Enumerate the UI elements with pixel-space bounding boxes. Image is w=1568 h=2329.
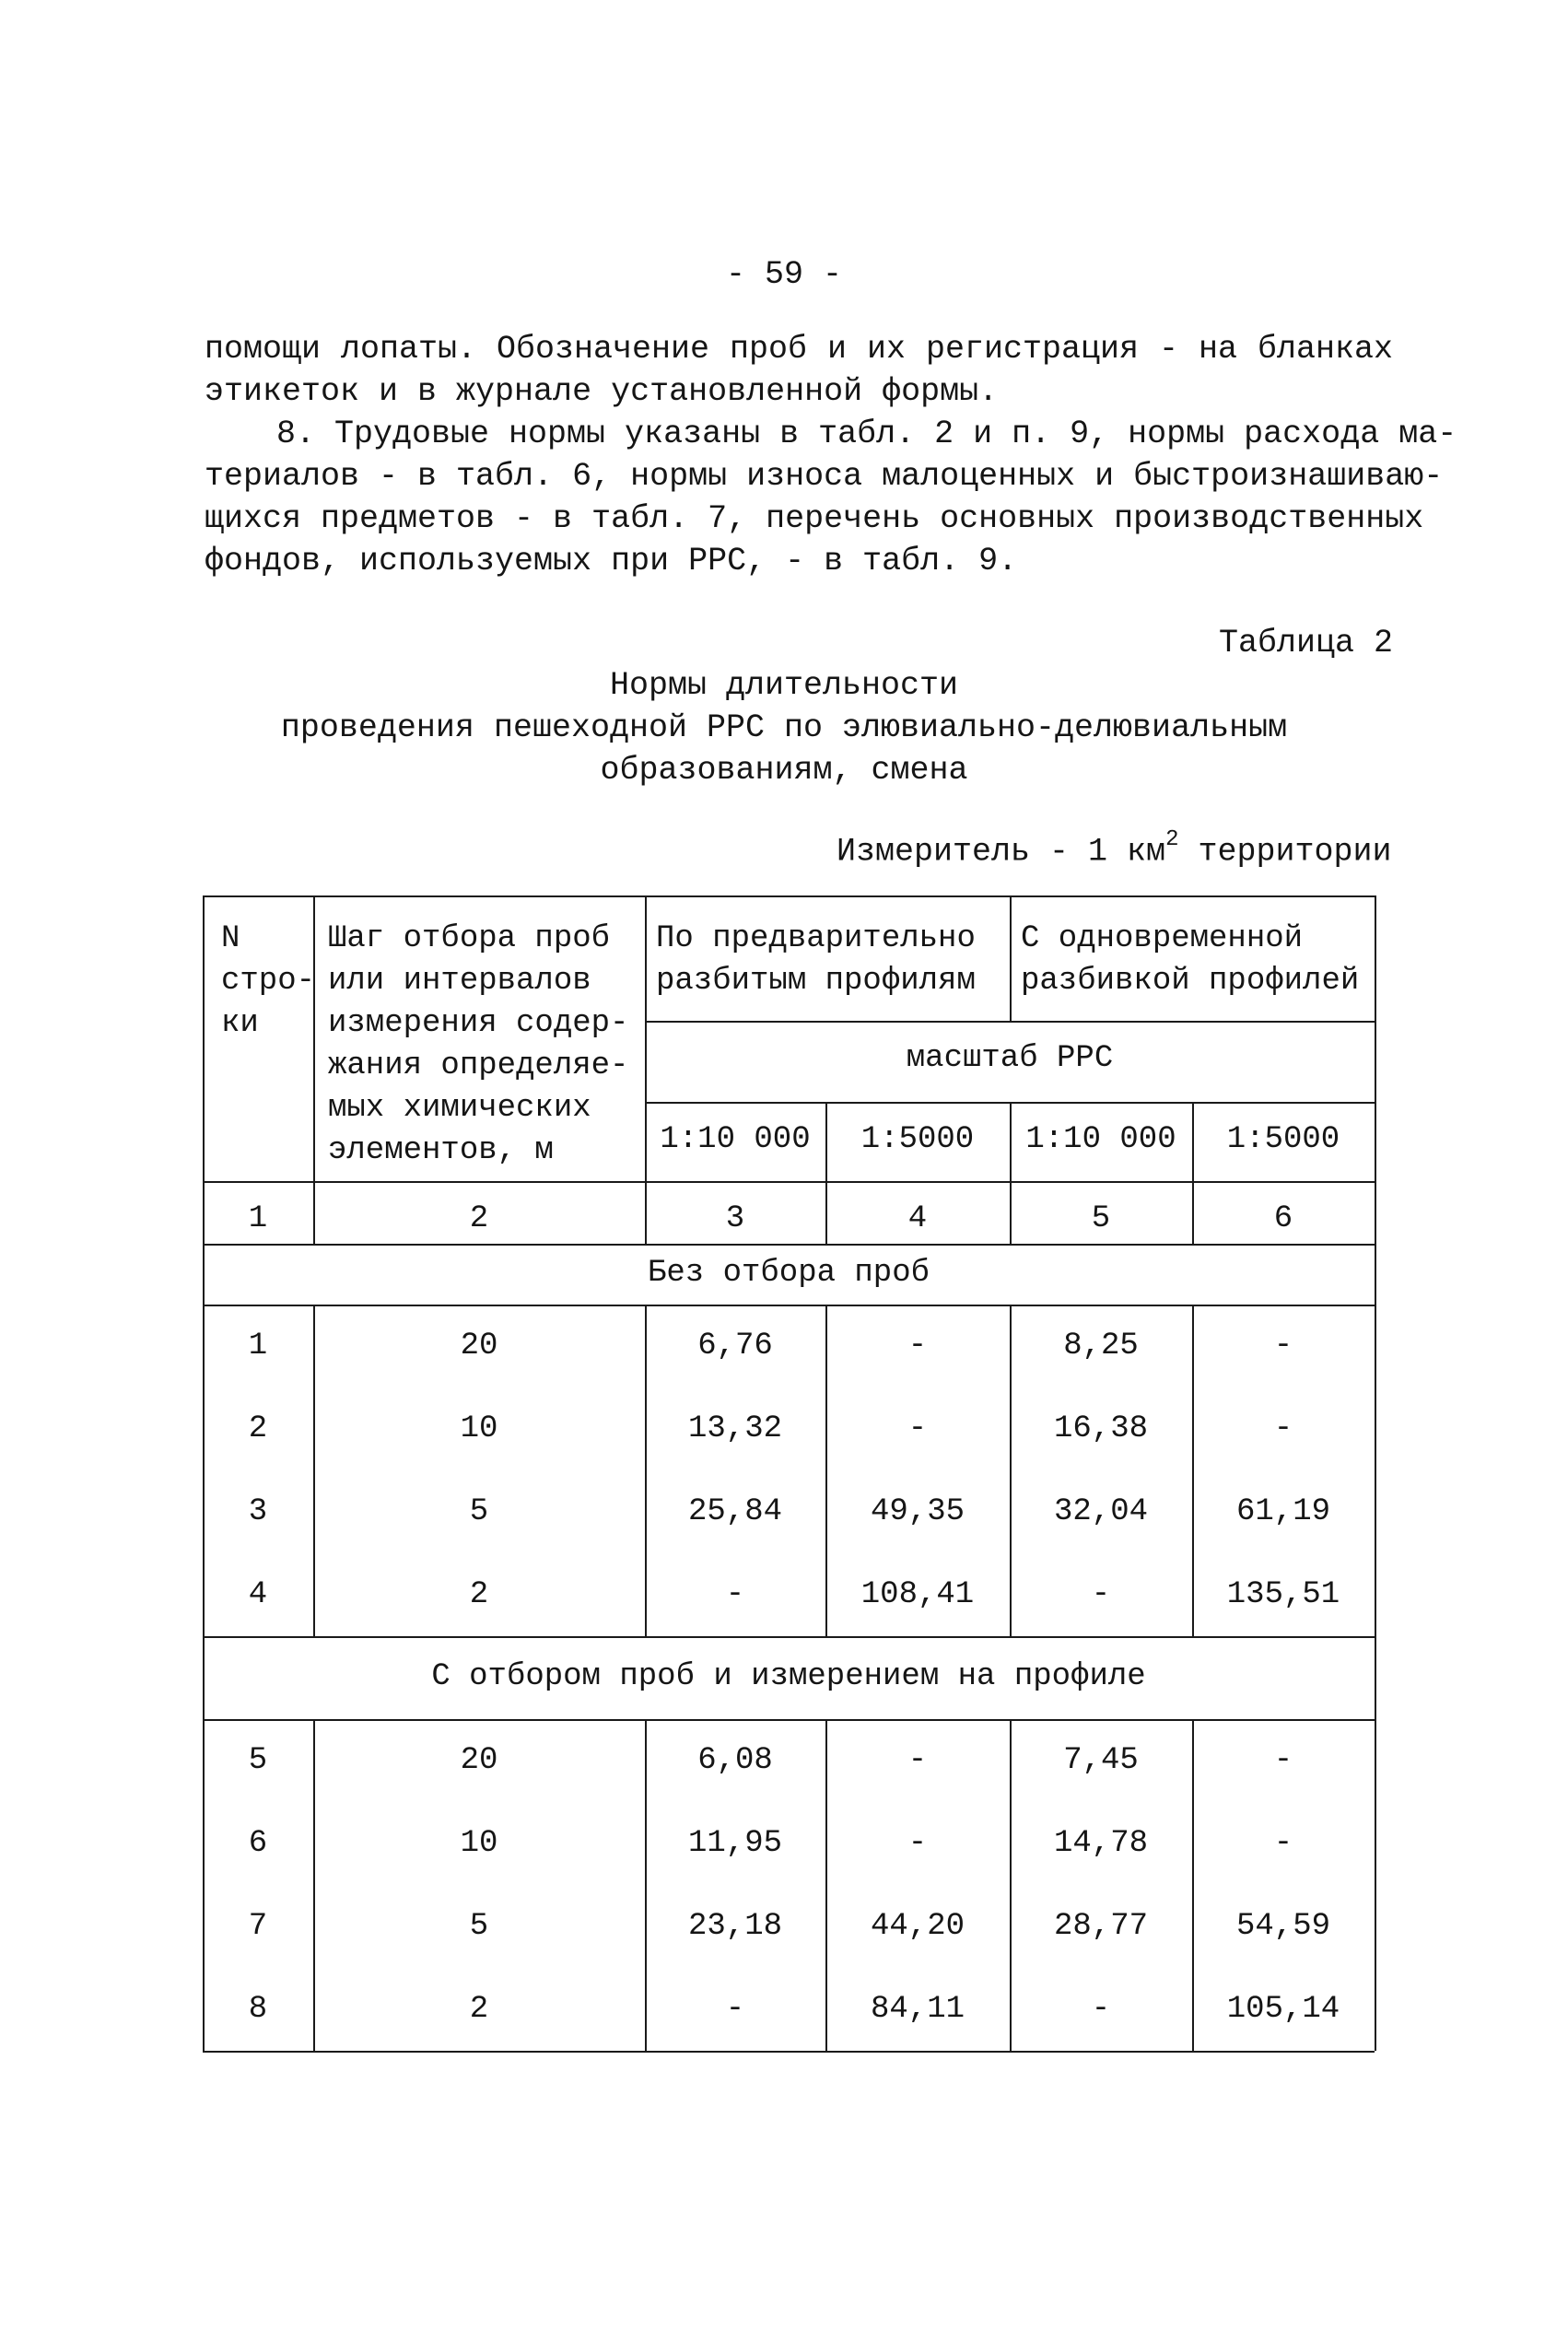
header-scale-value: 1:5000	[1226, 1122, 1340, 1157]
table-cell: 20	[460, 1328, 498, 1363]
header-group-preset-profiles: По предварительно	[656, 921, 976, 956]
table-cell: 13,32	[687, 1411, 783, 1446]
measurement-unit	[837, 827, 1392, 871]
table-cell: 16,38	[1053, 1411, 1149, 1446]
section-title: С отбором проб и измерением на профиле	[431, 1659, 1146, 1694]
page-number: - 59 -	[725, 256, 843, 293]
column-number: 4	[907, 1201, 928, 1236]
column-number: 1	[248, 1201, 268, 1236]
section-rule	[203, 1305, 1375, 1306]
table-cell: 8,25	[1063, 1328, 1139, 1363]
header-scale-value: 1:5000	[860, 1122, 975, 1157]
table-cell: 2	[469, 1992, 489, 2027]
table-cell: 3	[248, 1494, 268, 1529]
header-rule	[203, 1181, 1375, 1183]
table-cell: 25,84	[687, 1494, 783, 1529]
header-group-simultaneous-profiles: С одновременной	[1021, 921, 1304, 956]
table-cell: -	[1273, 1411, 1293, 1446]
section-rule	[203, 1719, 1375, 1721]
table-cell: 44,20	[870, 1909, 965, 1944]
header-step-label: элементов, м	[328, 1133, 554, 1168]
table-cell: -	[1273, 1743, 1293, 1778]
column-number: 2	[469, 1201, 489, 1236]
header-scale-value: 1:10 000	[1025, 1122, 1176, 1157]
table-title-line-1: Нормы длительности	[609, 667, 959, 704]
norms-table	[203, 895, 1375, 2027]
table-cell: 54,59	[1235, 1909, 1331, 1944]
table-cell: 2	[248, 1411, 268, 1446]
table-cell: 5	[469, 1909, 489, 1944]
paragraph-line: 8. Трудовые нормы указаны в табл. 2 и п. 9, нормы расхода ма-	[276, 415, 1457, 452]
section-rule	[1375, 1244, 1376, 1305]
header-step-label: жания определяе-	[328, 1048, 629, 1083]
table-cell: -	[1273, 1826, 1293, 1861]
column-number: 3	[725, 1201, 745, 1236]
paragraph-line: териалов - в табл. 6, нормы износа малоценных и быстроизнашиваю-	[205, 458, 1444, 495]
table-cell: 108,41	[860, 1577, 975, 1612]
header-row-number-label: ки	[221, 1006, 259, 1041]
column-number-rule	[203, 1244, 1375, 1246]
header-rule	[1375, 895, 1376, 1181]
table-cell: -	[907, 1826, 928, 1861]
header-step-label: мых химических	[328, 1091, 591, 1126]
table-title-line-3: образованиям, смена	[600, 752, 968, 789]
table-cell: 6,76	[697, 1328, 773, 1363]
header-scale-value: 1:10 000	[660, 1122, 811, 1157]
section-bottom-rule	[203, 2051, 1375, 2053]
column-number: 5	[1091, 1201, 1111, 1236]
header-group-preset-profiles: разбитым профилям	[656, 964, 976, 999]
header-scale-label: масштаб РРС	[906, 1041, 1114, 1076]
section-title: Без отбора проб	[647, 1256, 930, 1291]
table-cell: 10	[460, 1826, 498, 1861]
table-cell: -	[1273, 1328, 1293, 1363]
table-cell: 105,14	[1226, 1992, 1340, 2027]
table-cell: 28,77	[1053, 1909, 1149, 1944]
table-cell: 135,51	[1226, 1577, 1340, 1612]
table-cell: 20	[460, 1743, 498, 1778]
table-cell: 32,04	[1053, 1494, 1149, 1529]
table-top-rule	[203, 895, 1375, 897]
data-column-rule	[1375, 1719, 1376, 2051]
table-cell: 14,78	[1053, 1826, 1149, 1861]
table-cell: -	[725, 1992, 745, 2027]
measurement-unit-text: Измеритель - 1 км	[837, 833, 1166, 871]
paragraph-line: щихся предметов - в табл. 7, перечень основных производственных	[205, 500, 1424, 537]
header-rule	[645, 1021, 1375, 1023]
table-cell: 7,45	[1063, 1743, 1139, 1778]
table-cell: 5	[469, 1494, 489, 1529]
table-cell: 61,19	[1235, 1494, 1331, 1529]
section-rule	[1375, 1636, 1376, 1719]
paragraph-1	[205, 328, 1393, 413]
section-rule	[203, 1636, 1375, 1638]
table-cell: 4	[248, 1577, 268, 1612]
paragraph-2	[205, 413, 1457, 582]
table-cell: 23,18	[687, 1909, 783, 1944]
table-cell: -	[1091, 1992, 1111, 2027]
table-cell: 5	[248, 1743, 268, 1778]
table-cell: 1	[248, 1328, 268, 1363]
header-step-label: измерения содер-	[328, 1006, 629, 1041]
paragraph-line: этикеток и в журнале установленной формы.	[205, 373, 999, 410]
header-row-number-label: стро-	[221, 964, 316, 999]
table-cell: 49,35	[870, 1494, 965, 1529]
table-cell: 7	[248, 1909, 268, 1944]
table-cell: 11,95	[687, 1826, 783, 1861]
header-row-number-label: N	[221, 921, 240, 956]
table-cell: 2	[469, 1577, 489, 1612]
table-cell: -	[907, 1411, 928, 1446]
table-cell: 10	[460, 1411, 498, 1446]
header-step-label: Шаг отбора проб	[328, 921, 611, 956]
header-rule	[313, 895, 315, 1181]
column-number: 6	[1273, 1201, 1293, 1236]
table-cell: 8	[248, 1992, 268, 2027]
table-cell: -	[1091, 1577, 1111, 1612]
paragraph-line: помощи лопаты. Обозначение проб и их регистрация - на бланках	[205, 331, 1393, 368]
header-group-simultaneous-profiles: разбивкой профилей	[1021, 964, 1360, 999]
column-number-rule	[1375, 1181, 1376, 1244]
measurement-unit-exponent: 2	[1165, 827, 1179, 852]
table-title-line-2: проведения пешеходной РРС по элювиально-делювиальным	[280, 709, 1288, 746]
measurement-unit-tail: территории	[1178, 833, 1392, 871]
table-cell: -	[725, 1577, 745, 1612]
header-step-label: или интервалов	[328, 964, 591, 999]
table-cell: -	[907, 1743, 928, 1778]
table-cell: -	[907, 1328, 928, 1363]
table-label: Таблица 2	[1218, 625, 1393, 661]
table-cell: 6	[248, 1826, 268, 1861]
data-column-rule	[1375, 1305, 1376, 1636]
paragraph-line: фондов, используемых при РРС, - в табл. 9.	[205, 543, 1018, 579]
table-cell: 84,11	[870, 1992, 965, 2027]
header-rule	[203, 895, 205, 1181]
table-cell: 6,08	[697, 1743, 773, 1778]
header-rule	[1010, 895, 1012, 1021]
